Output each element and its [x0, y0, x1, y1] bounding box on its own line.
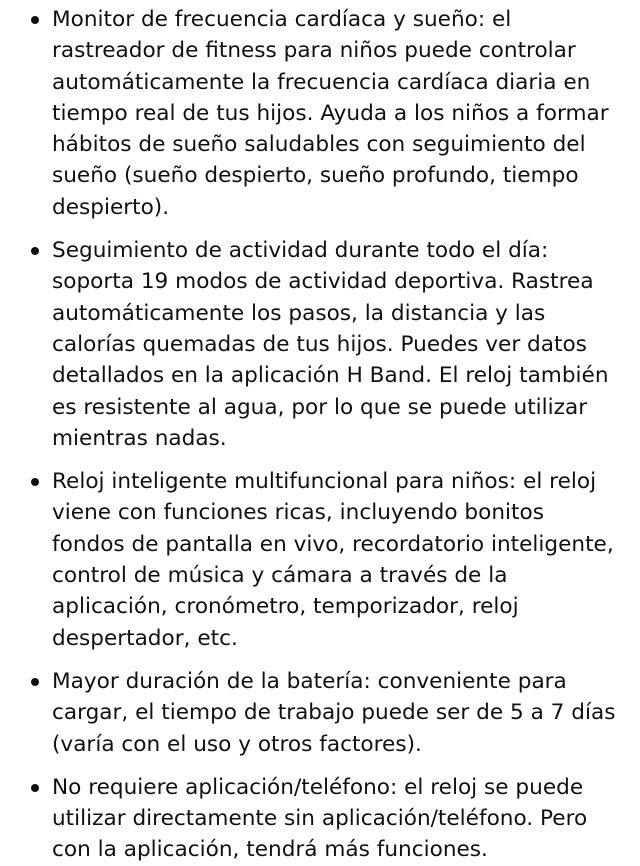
list-item: [22, 235, 620, 454]
bullet-text: No requiere aplicación/teléfono: el reloj se puede utilizar directamente sin aplicación/teléfono. Pero con la aplicación, tendrá más funciones.: [52, 774, 588, 863]
bullet-text: Mayor duración de la batería: conveniente para cargar, el tiempo de trabajo puede ser de 5 a 7 días (varía con el uso y otros factores).: [52, 668, 616, 757]
feature-bullet-list: [22, 4, 620, 866]
bullet-dot-icon: [31, 16, 39, 24]
list-item: [22, 772, 620, 866]
bullet-text: Monitor de frecuencia cardíaca y sueño: el rastreador de fitness para niños puede controlar automáticamente la frecuencia cardíaca diaria en tiempo real de tus hijos. Ayuda a los niños a formar hábitos de sueño saludables con seguimiento del sueño (sueño despierto, sueño profundo, tiempo despierto).: [52, 7, 609, 220]
bullet-text: Seguimiento de actividad durante todo el día: soporta 19 modos de actividad deportiva. Rastrea automáticamente los pasos, la distancia y las calorías quemadas de tus hijos. Puedes ver datos detallados en la aplicación H Band. El reloj también es resistente al agua, por lo que se puede utilizar mientras nadas.: [52, 238, 609, 451]
bullet-dot-icon: [31, 784, 39, 792]
list-item: [22, 466, 620, 654]
bullet-dot-icon: [31, 247, 39, 255]
list-item: [22, 666, 620, 760]
bullet-dot-icon: [31, 478, 39, 486]
bullet-text: Reloj inteligente multifuncional para niños: el reloj viene con funciones ricas, incluyendo bonitos fondos de pantalla en vivo, recordatorio inteligente, control de música y cámara a través de la aplicación, cronómetro, temporizador, reloj despertador, etc.: [52, 469, 614, 651]
bullet-dot-icon: [31, 678, 39, 686]
list-item: [22, 4, 620, 223]
